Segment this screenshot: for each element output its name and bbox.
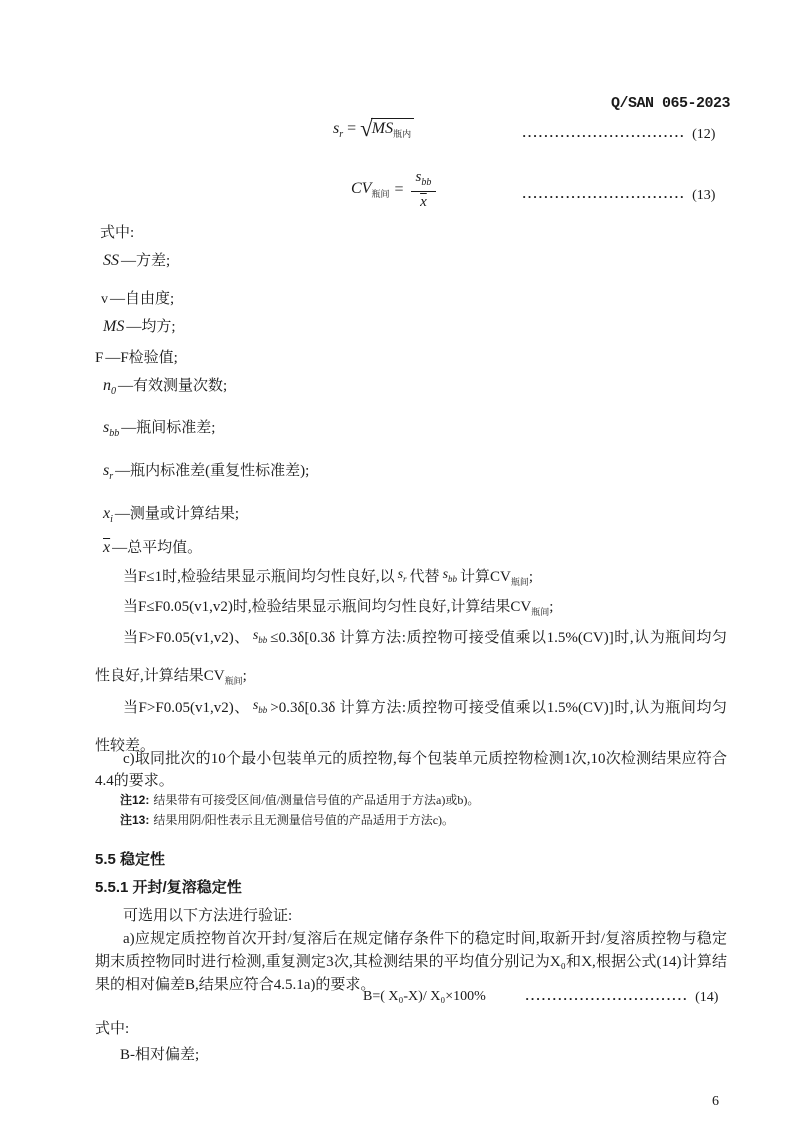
definition-MS: MS —均方;	[103, 318, 176, 335]
heading-5-5-1: 5.5.1 开封/复溶稳定性	[95, 879, 242, 896]
note-13: 注13: 结果用阴/阳性表示且无测量信号值的产品适用于方法c)。	[120, 813, 455, 827]
heading-5-5: 5.5 稳定性	[95, 851, 166, 868]
definition-xi: $x_i$ —测量或计算结果;	[103, 505, 240, 526]
dot-leader: ······························	[522, 127, 686, 143]
definition-F: F —F检验值;	[95, 350, 178, 366]
equation-12-leader	[522, 127, 715, 143]
paragraph-f-le-1: 当F≤1时,检验结果显示瓶间均匀性良好,以 $s_r$ 代替 $s_{bb}$ 计算$CV_{瓶间}$;	[123, 567, 534, 587]
eq13-equals: =	[394, 180, 404, 198]
where-clause-top: 式中:	[100, 225, 135, 241]
eq12-equals: =	[347, 120, 357, 137]
note-12: 注12: 结果带有可接受区间/值/测量信号值的产品适用于方法a)或b)。	[120, 793, 480, 807]
definition-SS: SS —方差;	[103, 252, 171, 269]
definition-sbb: $s_{bb}$ —瓶间标准差;	[103, 419, 216, 440]
paragraph-method-c: c)取同批次的10个最小包装单元的质控物,每个包装单元质控物检测1次,10次检测结果应符合4.4的要求。	[95, 751, 727, 789]
paragraph-method-a: a)应规定质控物首次开封/复溶后在规定储存条件下的稳定时间,取新开封/复溶质控物与稳定期末质控物同时进行检测,重复测定3次,其检测结果的平均值分别记为X₀和X,根据公式(14)计算结果的相对偏差B,结果应符合4.5.1a)的要求。	[95, 931, 727, 993]
paragraph-f-gt-sbb-le: 当F>F0.05(v1,v2)、 $s_{bb} \le 0.3\delta[0.3\delta$ 计算方法:质控物可接受值乘以1.5%(CV)]时,认为瓶间均匀性良好,计算结果$CV_{瓶间}$;	[95, 628, 727, 686]
paragraph-f-gt-sbb-gt: 当F>F0.05(v1,v2)、 $s_{bb} >0.3\delta[0.3\delta$ 计算方法:质控物可接受值乘以1.5%(CV)]时,认为瓶间均匀性较差。	[95, 698, 728, 754]
definition-B: B-相对偏差;	[120, 1047, 200, 1063]
dot-leader: ······························	[522, 188, 686, 204]
definition-n0: $n_0$ —有效测量次数;	[103, 377, 228, 398]
eq12-variable: s	[333, 120, 340, 137]
where-clause-bottom: 式中:	[95, 1021, 130, 1037]
equation-13-leader	[522, 188, 715, 204]
var-sbb: $s_{bb}$	[442, 567, 458, 584]
dot-leader: ······························	[525, 990, 689, 1006]
eq13-numerator: $s_{bb}$	[411, 168, 437, 192]
eq13-fraction	[411, 168, 437, 211]
equation-12	[333, 116, 414, 142]
paragraph-select-method: 可选用以下方法进行验证:	[123, 908, 293, 924]
equation-14-number: (14)	[695, 990, 719, 1005]
definition-v: v —自由度;	[101, 291, 175, 307]
eq12-variable-sub: r	[339, 129, 344, 141]
document-number: Q/SAN 065-2023	[610, 95, 730, 112]
definition-sr: $s_r$ —瓶内标准差(重复性标准差);	[103, 462, 310, 483]
eq13-denominator: x	[420, 193, 427, 210]
paragraph-f-le-f005: 当F≤F0.05(v1,v2)时,检验结果显示瓶间均匀性良好,计算结果$CV_{瓶间}$;	[123, 599, 554, 617]
eq12-radicand: $MS_{瓶内}$	[371, 118, 414, 140]
eq13-lhs: $CV_{瓶间}$	[351, 179, 390, 199]
equation-14-leader	[525, 990, 718, 1006]
sqrt-symbol: √	[360, 116, 373, 141]
var-sbb: $s_{bb}$	[252, 698, 268, 715]
var-sbb: $s_{bb}$	[252, 628, 268, 645]
equation-12-number: (12)	[692, 127, 716, 142]
definition-xbar: $\overline{x}$ —总平均值。	[103, 539, 203, 556]
var-sr: $s_r$	[397, 567, 407, 584]
page-number: 6	[712, 1094, 719, 1109]
equation-14: B=( X₀-X)/ X₀×100%	[363, 989, 486, 1004]
equation-13-number: (13)	[692, 188, 716, 203]
equation-13	[351, 168, 436, 211]
